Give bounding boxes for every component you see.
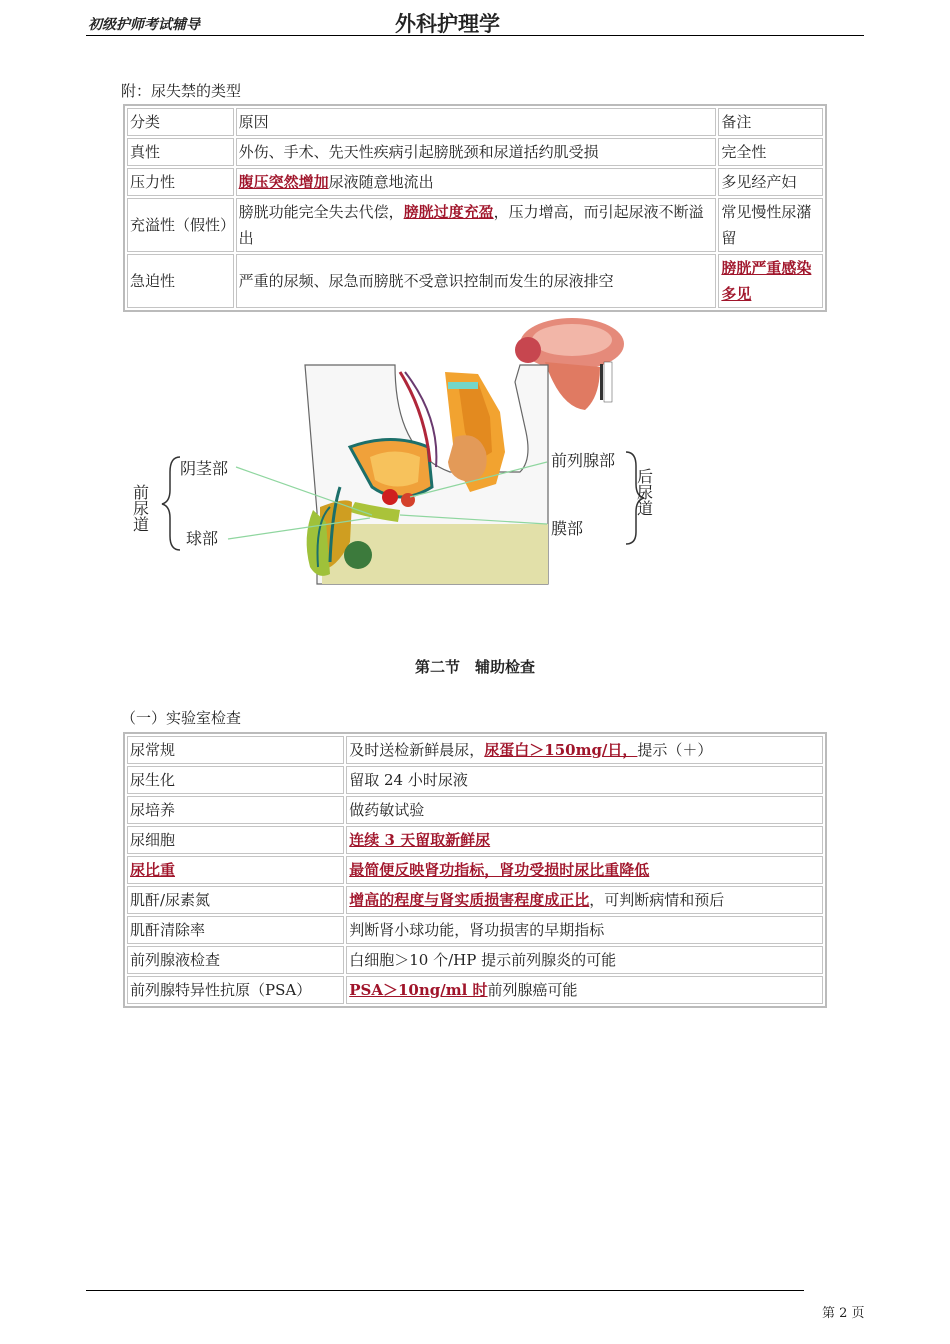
table-row bbox=[127, 168, 823, 196]
detail-text: 提示（＋） bbox=[637, 741, 713, 759]
cause-text: 尿液随意地流出 bbox=[328, 173, 434, 191]
item-highlight: 尿比重 bbox=[130, 861, 176, 879]
detail-highlight: 最简便反映肾功指标，肾功受损时尿比重降低 bbox=[349, 861, 650, 879]
header-left: 初级护师考试辅导 bbox=[88, 17, 200, 33]
membranous-part-label: 膜部 bbox=[551, 519, 584, 538]
table-row bbox=[127, 916, 823, 944]
header-rule bbox=[86, 35, 864, 36]
table-row bbox=[127, 826, 823, 854]
item-cell: 尿培养 bbox=[127, 796, 344, 824]
item-cell: 尿生化 bbox=[127, 766, 344, 794]
cause-text: ，压力增高，而引起尿液不断溢出 bbox=[238, 203, 704, 247]
detail-highlight: 增高的程度与肾实质损害程度成正比 bbox=[349, 891, 590, 909]
back-urethra-label: 后尿道 bbox=[634, 468, 654, 516]
type-cell: 真性 bbox=[127, 138, 234, 166]
note-cell: 常见慢性尿潴留 bbox=[718, 198, 823, 252]
left-brace bbox=[162, 457, 180, 550]
column-header-type: 分类 bbox=[127, 108, 234, 136]
column-header-note: 备注 bbox=[718, 108, 823, 136]
note-cell: 多见经产妇 bbox=[718, 168, 823, 196]
item-cell: 尿细胞 bbox=[127, 826, 344, 854]
footer-rule bbox=[86, 1290, 804, 1291]
table-row bbox=[127, 198, 823, 252]
table-row bbox=[127, 886, 823, 914]
page-number: 第 2 页 bbox=[822, 1306, 865, 1321]
detail-cell bbox=[346, 886, 823, 914]
note-highlight: 膀胱严重感染多见 bbox=[721, 259, 812, 303]
item-cell: 前列腺液检查 bbox=[127, 946, 344, 974]
pelvis-illustration bbox=[305, 365, 548, 584]
section-title: 第二节 辅助检查 bbox=[414, 658, 535, 676]
bulbar-part-label: 球部 bbox=[186, 529, 219, 548]
incontinence-table bbox=[123, 104, 827, 312]
item-cell bbox=[127, 856, 344, 884]
cause-cell bbox=[236, 168, 717, 196]
note-cell bbox=[718, 254, 823, 308]
table-row bbox=[127, 138, 823, 166]
detail-text: 及时送检新鲜晨尿， bbox=[349, 741, 485, 759]
table-row bbox=[127, 736, 823, 764]
urethra-anatomy-diagram bbox=[0, 312, 950, 592]
table-row bbox=[127, 766, 823, 794]
cause-text: 膀胱功能完全失去代偿， bbox=[238, 203, 404, 221]
column-header-cause: 原因 bbox=[236, 108, 717, 136]
cause-highlight: 腹压突然增加 bbox=[238, 173, 329, 191]
table-header-row bbox=[127, 108, 823, 136]
detail-text: 前列腺癌可能 bbox=[487, 981, 578, 999]
cause-highlight: 膀胱过度充盈 bbox=[403, 203, 494, 221]
item-cell: 尿常规 bbox=[127, 736, 344, 764]
detail-cell bbox=[346, 826, 823, 854]
type-cell: 充溢性（假性） bbox=[127, 198, 234, 252]
type-cell: 压力性 bbox=[127, 168, 234, 196]
incontinence-caption: 附：尿失禁的类型 bbox=[121, 82, 242, 100]
detail-cell: 做药敏试验 bbox=[346, 796, 823, 824]
table-row bbox=[127, 976, 823, 1004]
header-title: 外科护理学 bbox=[395, 12, 500, 36]
detail-cell: 判断肾小球功能，肾功损害的早期指标 bbox=[346, 916, 823, 944]
detail-highlight: 尿蛋白＞150mg/日， bbox=[484, 741, 638, 759]
table-row bbox=[127, 946, 823, 974]
table-row bbox=[127, 796, 823, 824]
detail-cell: 白细胞＞10 个/HP 提示前列腺炎的可能 bbox=[346, 946, 823, 974]
front-urethra-label: 前尿道 bbox=[130, 484, 150, 532]
item-cell: 肌酐清除率 bbox=[127, 916, 344, 944]
cause-text: 外伤、手术、先天性疾病引起膀胱颈和尿道括约肌受损 bbox=[238, 143, 599, 161]
detail-highlight: PSA＞10ng/ml 时 bbox=[349, 981, 488, 999]
table-row bbox=[127, 856, 823, 884]
detail-cell bbox=[346, 736, 823, 764]
prostatic-part-label: 前列腺部 bbox=[551, 451, 616, 470]
lab-caption: （一）实验室检查 bbox=[121, 709, 242, 727]
cause-cell bbox=[236, 198, 717, 252]
detail-text: ，可判断病情和预后 bbox=[589, 891, 725, 909]
penile-part-label: 阴茎部 bbox=[180, 459, 229, 478]
cause-cell: 严重的尿频、尿急而膀胱不受意识控制而发生的尿液排空 bbox=[236, 254, 717, 308]
lab-table bbox=[123, 732, 827, 1008]
detail-highlight: 连续 3 天留取新鲜尿 bbox=[349, 831, 491, 849]
table-row bbox=[127, 254, 823, 308]
cause-cell bbox=[236, 138, 717, 166]
detail-cell bbox=[346, 976, 823, 1004]
item-cell: 肌酐/尿素氮 bbox=[127, 886, 344, 914]
item-cell: 前列腺特异性抗原（PSA） bbox=[127, 976, 344, 1004]
type-cell: 急迫性 bbox=[127, 254, 234, 308]
note-cell: 完全性 bbox=[718, 138, 823, 166]
detail-cell bbox=[346, 856, 823, 884]
detail-cell: 留取 24 小时尿液 bbox=[346, 766, 823, 794]
